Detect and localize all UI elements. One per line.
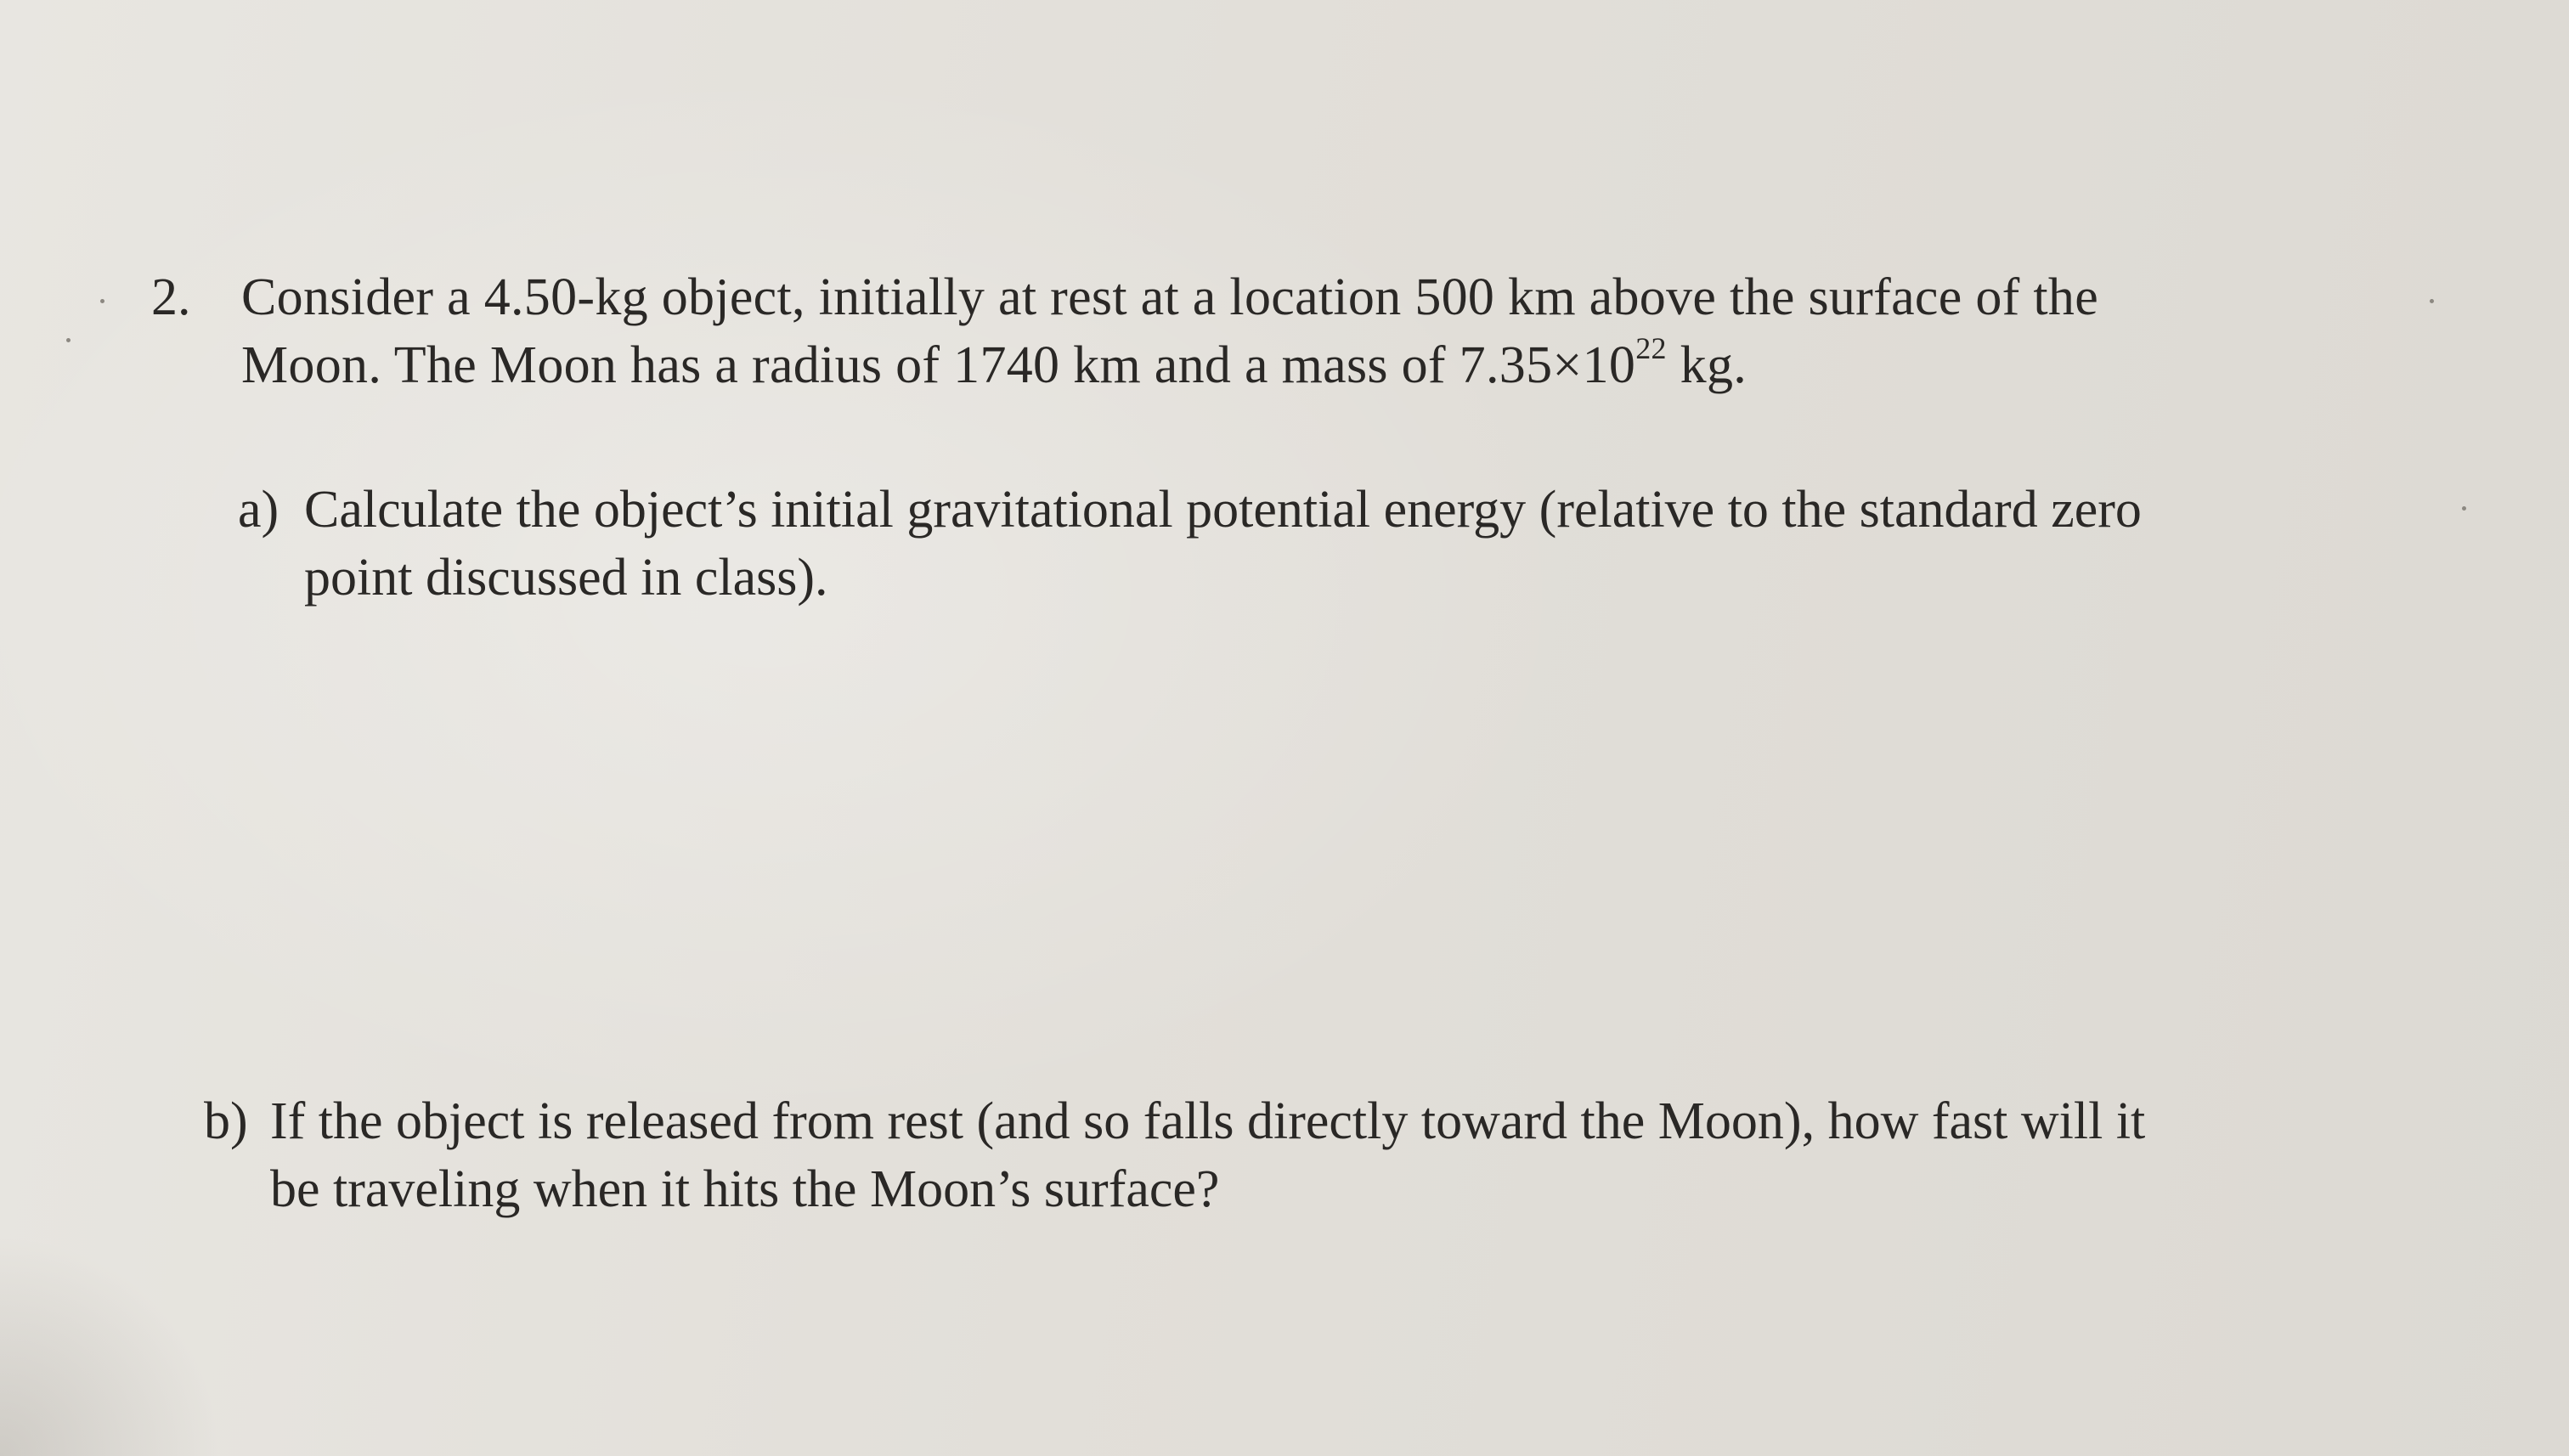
paper-speck (2462, 506, 2466, 511)
mass-exponent: 22 (1635, 331, 1667, 366)
paper-speck (100, 299, 104, 303)
part-a (238, 476, 2142, 612)
part-b-line-1: If the object is released from rest (and so falls directly toward the Moon), how fast will it (270, 1092, 2146, 1150)
question-line-1: Consider a 4.50-kg object, initially at rest at a location 500 km above the surface of the (241, 268, 2099, 326)
part-b-label: b) (204, 1092, 248, 1150)
question-statement (241, 263, 2535, 399)
question-line-2-text: Moon. The Moon has a radius of 1740 km and a mass of 7.35×10 (241, 336, 1636, 394)
question-line-2 (241, 331, 2535, 399)
page-shadow (0, 1235, 221, 1456)
question-line-2-unit: kg. (1666, 336, 1747, 394)
part-a-label: a) (238, 481, 279, 539)
question-number: 2. (151, 268, 191, 326)
paper-speck (66, 338, 71, 342)
part-b-line-2: be traveling when it hits the Moon’s surface? (270, 1160, 1220, 1218)
part-a-line-2: point discussed in class). (304, 549, 828, 607)
part-b (204, 1087, 2145, 1223)
part-a-line-1: Calculate the object’s initial gravitational potential energy (relative to the standard zero (304, 481, 2142, 539)
